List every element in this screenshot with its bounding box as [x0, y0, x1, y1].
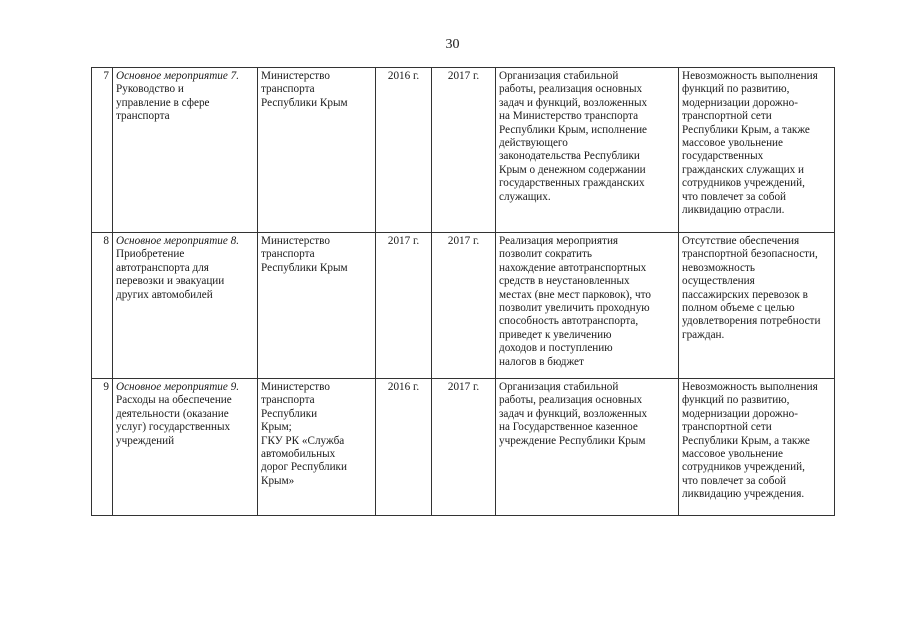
activity-cell	[113, 379, 258, 516]
start-year-cell: 2016 г.	[376, 379, 432, 516]
start-year-cell: 2016 г.	[376, 68, 432, 233]
activity-title: Основное мероприятие 7.	[116, 70, 240, 82]
executor-cell: Министерство транспорта Республики Крым	[258, 233, 376, 379]
end-year-cell: 2017 г.	[432, 68, 496, 233]
activity-title: Основное мероприятие 9.	[116, 381, 240, 393]
executor-cell: Министерство транспорта Республики Крым; ГКУ РК «Служба автомобильных дорог Республики Крым»	[258, 379, 376, 516]
activity-cell	[113, 68, 258, 233]
activity-title: Основное мероприятие 8.	[116, 235, 240, 247]
result-cell: Реализация мероприятия позволит сократить нахождение автотранспортных средств в неустановленных местах (вне мест парковок), что позволит увеличить проходную способность автотранспорта, приведет к увеличению доходов и поступлению налогов в бюджет	[496, 233, 679, 379]
table-row	[92, 68, 835, 233]
consequences-cell: Отсутствие обеспечения транспортной безопасности, невозможность осуществления пассажирских перевозок в полном объеме с целью удовлетворения потребности граждан.	[679, 233, 835, 379]
end-year-cell: 2017 г.	[432, 379, 496, 516]
activity-description: Руководство и управление в сфере транспорта	[116, 83, 210, 123]
consequences-cell: Невозможность выполнения функций по развитию, модернизации дорожно- транспортной сети Республики Крым, а также массовое увольнение сотрудников учреждений, что повлечет за собой ликвидацию учреждения.	[679, 379, 835, 516]
consequences-cell: Невозможность выполнения функций по развитию, модернизации дорожно- транспортной сети Республики Крым, а также массовое увольнение государственных гражданских служащих и сотрудников учреждений, что повлечет за собой ликвидацию отрасли.	[679, 68, 835, 233]
activity-cell	[113, 233, 258, 379]
page-number: 30	[445, 37, 460, 52]
row-number: 9	[92, 379, 113, 516]
result-cell: Организация стабильной работы, реализация основных задач и функций, возложенных на Министерство транспорта Республики Крым, исполнение действующего законодательства Республики Крым о денежном содержании государственных гражданских служащих.	[496, 68, 679, 233]
start-year-cell: 2017 г.	[376, 233, 432, 379]
activity-description: Приобретение автотранспорта для перевозки и эвакуации других автомобилей	[116, 248, 225, 301]
table-row	[92, 233, 835, 379]
table-row	[92, 379, 835, 516]
result-cell: Организация стабильной работы, реализация основных задач и функций, возложенных на Государственное казенное учреждение Республики Крым	[496, 379, 679, 516]
row-number: 8	[92, 233, 113, 379]
end-year-cell: 2017 г.	[432, 233, 496, 379]
activity-description: Расходы на обеспечение деятельности (оказание услуг) государственных учреждений	[116, 394, 232, 447]
row-number: 7	[92, 68, 113, 233]
measures-table	[91, 67, 835, 516]
executor-cell: Министерство транспорта Республики Крым	[258, 68, 376, 233]
